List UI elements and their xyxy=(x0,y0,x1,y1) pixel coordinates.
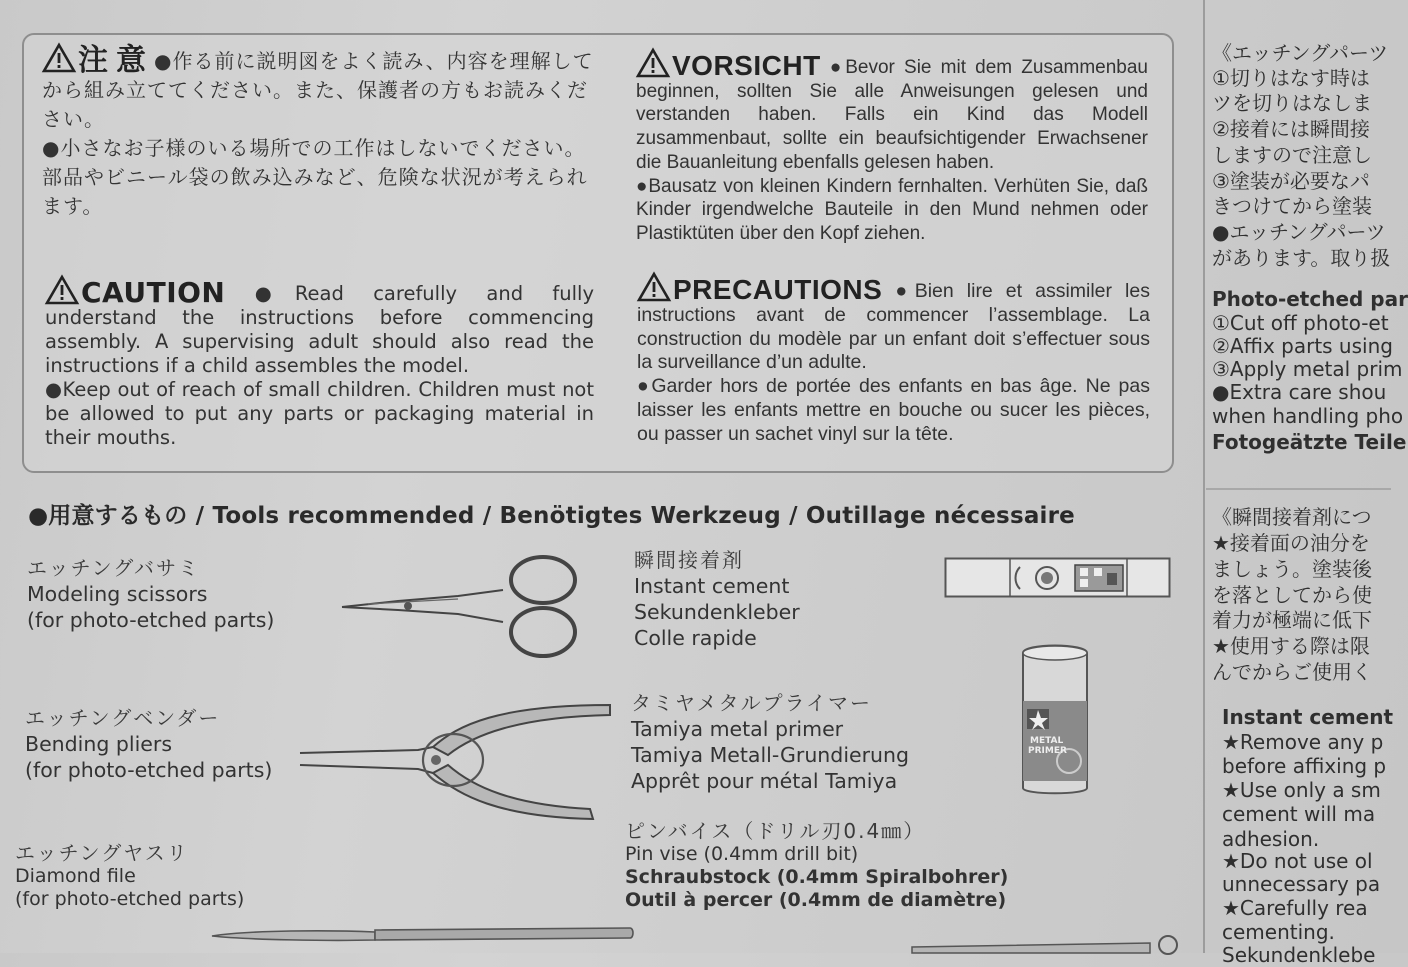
tool-cement-de: Sekundenkleber xyxy=(634,600,800,624)
spray-can-label-metal: METAL xyxy=(1030,736,1064,746)
warning-triangle-icon xyxy=(45,275,79,305)
rs-top-2: ツを切りはなしま xyxy=(1212,91,1372,115)
tool-pinvise-ja: ピンバイス（ドリル刃0.4㎜） xyxy=(625,819,926,843)
tool-pinvise xyxy=(625,820,1008,912)
warning-triangle-icon xyxy=(636,48,670,78)
rs-cement-ja-0: 《瞬間接着剤につ xyxy=(1212,505,1372,529)
caution-ja-text2: ●小さなお子様のいる場所での工作はしないでください。部品やビニール袋の飲み込みなど、危険な状況が考えられます。 xyxy=(42,136,588,218)
rs-cement-en-4: cement will ma xyxy=(1222,802,1376,826)
rs-cement-ja-1: ★接着面の油分を xyxy=(1212,531,1370,555)
caution-fr-text2: ●Garder hors de portée des enfants en bas âge. Ne pas laisser les enfants mettre en bouche ou sucer les pièces, ou passer un sachet vinyl sur la tête. xyxy=(637,375,1150,445)
rs-en-3: ③Apply metal prim xyxy=(1212,357,1403,381)
rs-cement-en-10: Sekundenklebe xyxy=(1222,943,1376,967)
caution-fr-heading: PRECAUTIONS xyxy=(673,274,883,305)
rs-en-4: ●Extra care shou xyxy=(1212,380,1387,404)
tool-primer-de: Tamiya Metall-Grundierung xyxy=(631,743,910,767)
tool-cement-ja: 瞬間接着剤 xyxy=(634,548,744,572)
tool-file-note: (for photo-etched parts) xyxy=(15,888,245,910)
rs-cement-ja-4: 着力が極端に低下 xyxy=(1212,608,1372,632)
caution-ja-heading: 注意 xyxy=(78,43,154,78)
rs-en-0: Photo-etched par xyxy=(1212,287,1408,311)
rs-cement-en-3: ★Use only a sm xyxy=(1222,778,1381,802)
tool-pinvise-en: Pin vise (0.4mm drill bit) xyxy=(625,843,859,865)
tool-pliers xyxy=(25,705,272,783)
rs-cement-ja-6: んでからご使用く xyxy=(1212,660,1372,684)
caution-de-text2: ●Bausatz von kleinen Kindern fernhalten. Verhüten Sie, daß Kinder irgendwelche Bauteile in den Mund nehmen oder Plastiktüten über den Kopf ziehen. xyxy=(636,175,1148,244)
tool-cement-fr: Colle rapide xyxy=(634,626,757,650)
tool-file xyxy=(15,842,244,911)
tool-scissors xyxy=(27,555,274,633)
tool-pliers-en: Bending pliers xyxy=(25,732,173,756)
metal-primer-spray-can xyxy=(1019,643,1091,795)
warning-triangle-icon xyxy=(42,43,76,73)
caution-de-heading: VORSICHT xyxy=(672,50,821,81)
tool-scissors-en: Modeling scissors xyxy=(27,582,208,606)
rs-cement-ja-5: ★使用する際は限 xyxy=(1212,634,1370,658)
rs-cement-en-9: cementing. xyxy=(1222,920,1335,944)
tool-primer-ja: タミヤメタルプライマー xyxy=(631,691,872,715)
diamond-file-icon xyxy=(210,924,635,944)
rs-en-2: ②Affix parts using xyxy=(1212,334,1393,358)
caution-de xyxy=(636,48,1148,246)
tool-scissors-ja: エッチングバサミ xyxy=(27,556,200,580)
pin-vise-icon xyxy=(910,933,1185,953)
adjacent-page-divider xyxy=(1206,488,1391,490)
rs-cement-en-1: ★Remove any p xyxy=(1222,730,1384,754)
rs-cement-ja-3: を落としてから使 xyxy=(1212,583,1372,607)
tool-file-en: Diamond file xyxy=(15,865,136,887)
rs-cement-en-8: ★Carefully rea xyxy=(1222,896,1368,920)
rs-top-6: きつけてから塗装 xyxy=(1212,194,1372,218)
tool-pliers-note: (for photo-etched parts) xyxy=(25,758,273,782)
warning-triangle-icon xyxy=(637,272,671,302)
caution-en-heading: CAUTION xyxy=(81,276,226,309)
caution-ja-text: ●作る前に説明図をよく読み、内容を理解してから組み立ててください。また、保護者の方もお読みください。 xyxy=(42,49,594,131)
rs-en-1: ①Cut off photo-et xyxy=(1212,311,1389,335)
rs-cement-en-7: unnecessary pa xyxy=(1222,872,1381,896)
rs-top-8: があります。取り扱 xyxy=(1212,246,1391,270)
spray-can-label-primer: PRIMER xyxy=(1028,746,1067,756)
rs-cement-en-0: Instant cement xyxy=(1222,705,1394,729)
tool-pliers-ja: エッチングベンダー xyxy=(25,706,221,730)
caution-en-text: ●Read carefully and fully understand the instructions before commencing assembly. A supervising adult should also read the instructions if a child assembles the model. xyxy=(45,282,595,377)
tool-file-ja: エッチングヤスリ xyxy=(15,841,189,865)
tool-cement-en: Instant cement xyxy=(634,574,790,598)
rs-cement-en-2: before affixing p xyxy=(1222,754,1387,778)
tool-primer xyxy=(631,690,909,794)
rs-top-1: ①切りはなす時は xyxy=(1212,66,1370,90)
caution-de-text: ●Bevor Sie mit dem Zusammenbau beginnen, sollten Sie alle Anweisungen gelesen und verstanden haben. Falls ein Kind das Modell zusammenbaut, sollte ein beaufsichtigender Erwachsener die Bauanleitung ebenfalls gelesen haben. xyxy=(636,57,1149,173)
instant-cement-tube-icon xyxy=(944,557,1172,599)
rs-top-7: ●エッチングパーツ xyxy=(1212,220,1386,244)
tool-scissors-note: (for photo-etched parts) xyxy=(27,608,275,632)
tool-cement xyxy=(634,547,800,651)
rs-cement-en-6: ★Do not use ol xyxy=(1222,849,1373,873)
tool-pinvise-fr: Outil à percer (0.4mm de diamètre) xyxy=(625,889,1007,911)
rs-en-6: Fotogeätzte Teile xyxy=(1212,430,1407,454)
caution-ja xyxy=(42,43,594,221)
rs-top-0: 《エッチングパーツ xyxy=(1212,41,1389,65)
caution-fr xyxy=(637,272,1150,447)
caution-fr-text: ●Bien lire et assimiler les instructions avant de commencer l’assemblage. La construction du modèle par un enfant doit s’effectuer sous la surveillance d’un adulte. xyxy=(637,280,1150,374)
adjacent-page-strip xyxy=(1204,0,1408,967)
rs-top-5: ③塗装が必要なパ xyxy=(1212,169,1370,193)
tool-pinvise-de: Schraubstock (0.4mm Spiralbohrer) xyxy=(625,866,1009,888)
rs-cement-en-5: adhesion. xyxy=(1222,827,1320,851)
scissors-icon xyxy=(338,552,583,662)
caution-en xyxy=(45,275,594,450)
rs-top-4: しますので注意し xyxy=(1212,143,1372,167)
rs-top-3: ②接着には瞬間接 xyxy=(1212,117,1370,141)
pliers-icon xyxy=(298,695,618,825)
rs-cement-ja-2: ましょう。塗装後 xyxy=(1212,557,1372,581)
rs-en-5: when handling pho xyxy=(1212,404,1404,428)
tool-primer-fr: Apprêt pour métal Tamiya xyxy=(631,769,898,793)
spray-can-icon xyxy=(1019,643,1091,795)
caution-en-text2: ●Keep out of reach of small children. Children must not be allowed to put any parts or packaging material in their mouths. xyxy=(45,378,594,449)
tool-primer-en: Tamiya metal primer xyxy=(631,717,844,741)
tools-recommended-title: ●用意するもの / Tools recommended / Benötigtes Werkzeug / Outillage nécessaire xyxy=(28,503,1075,529)
